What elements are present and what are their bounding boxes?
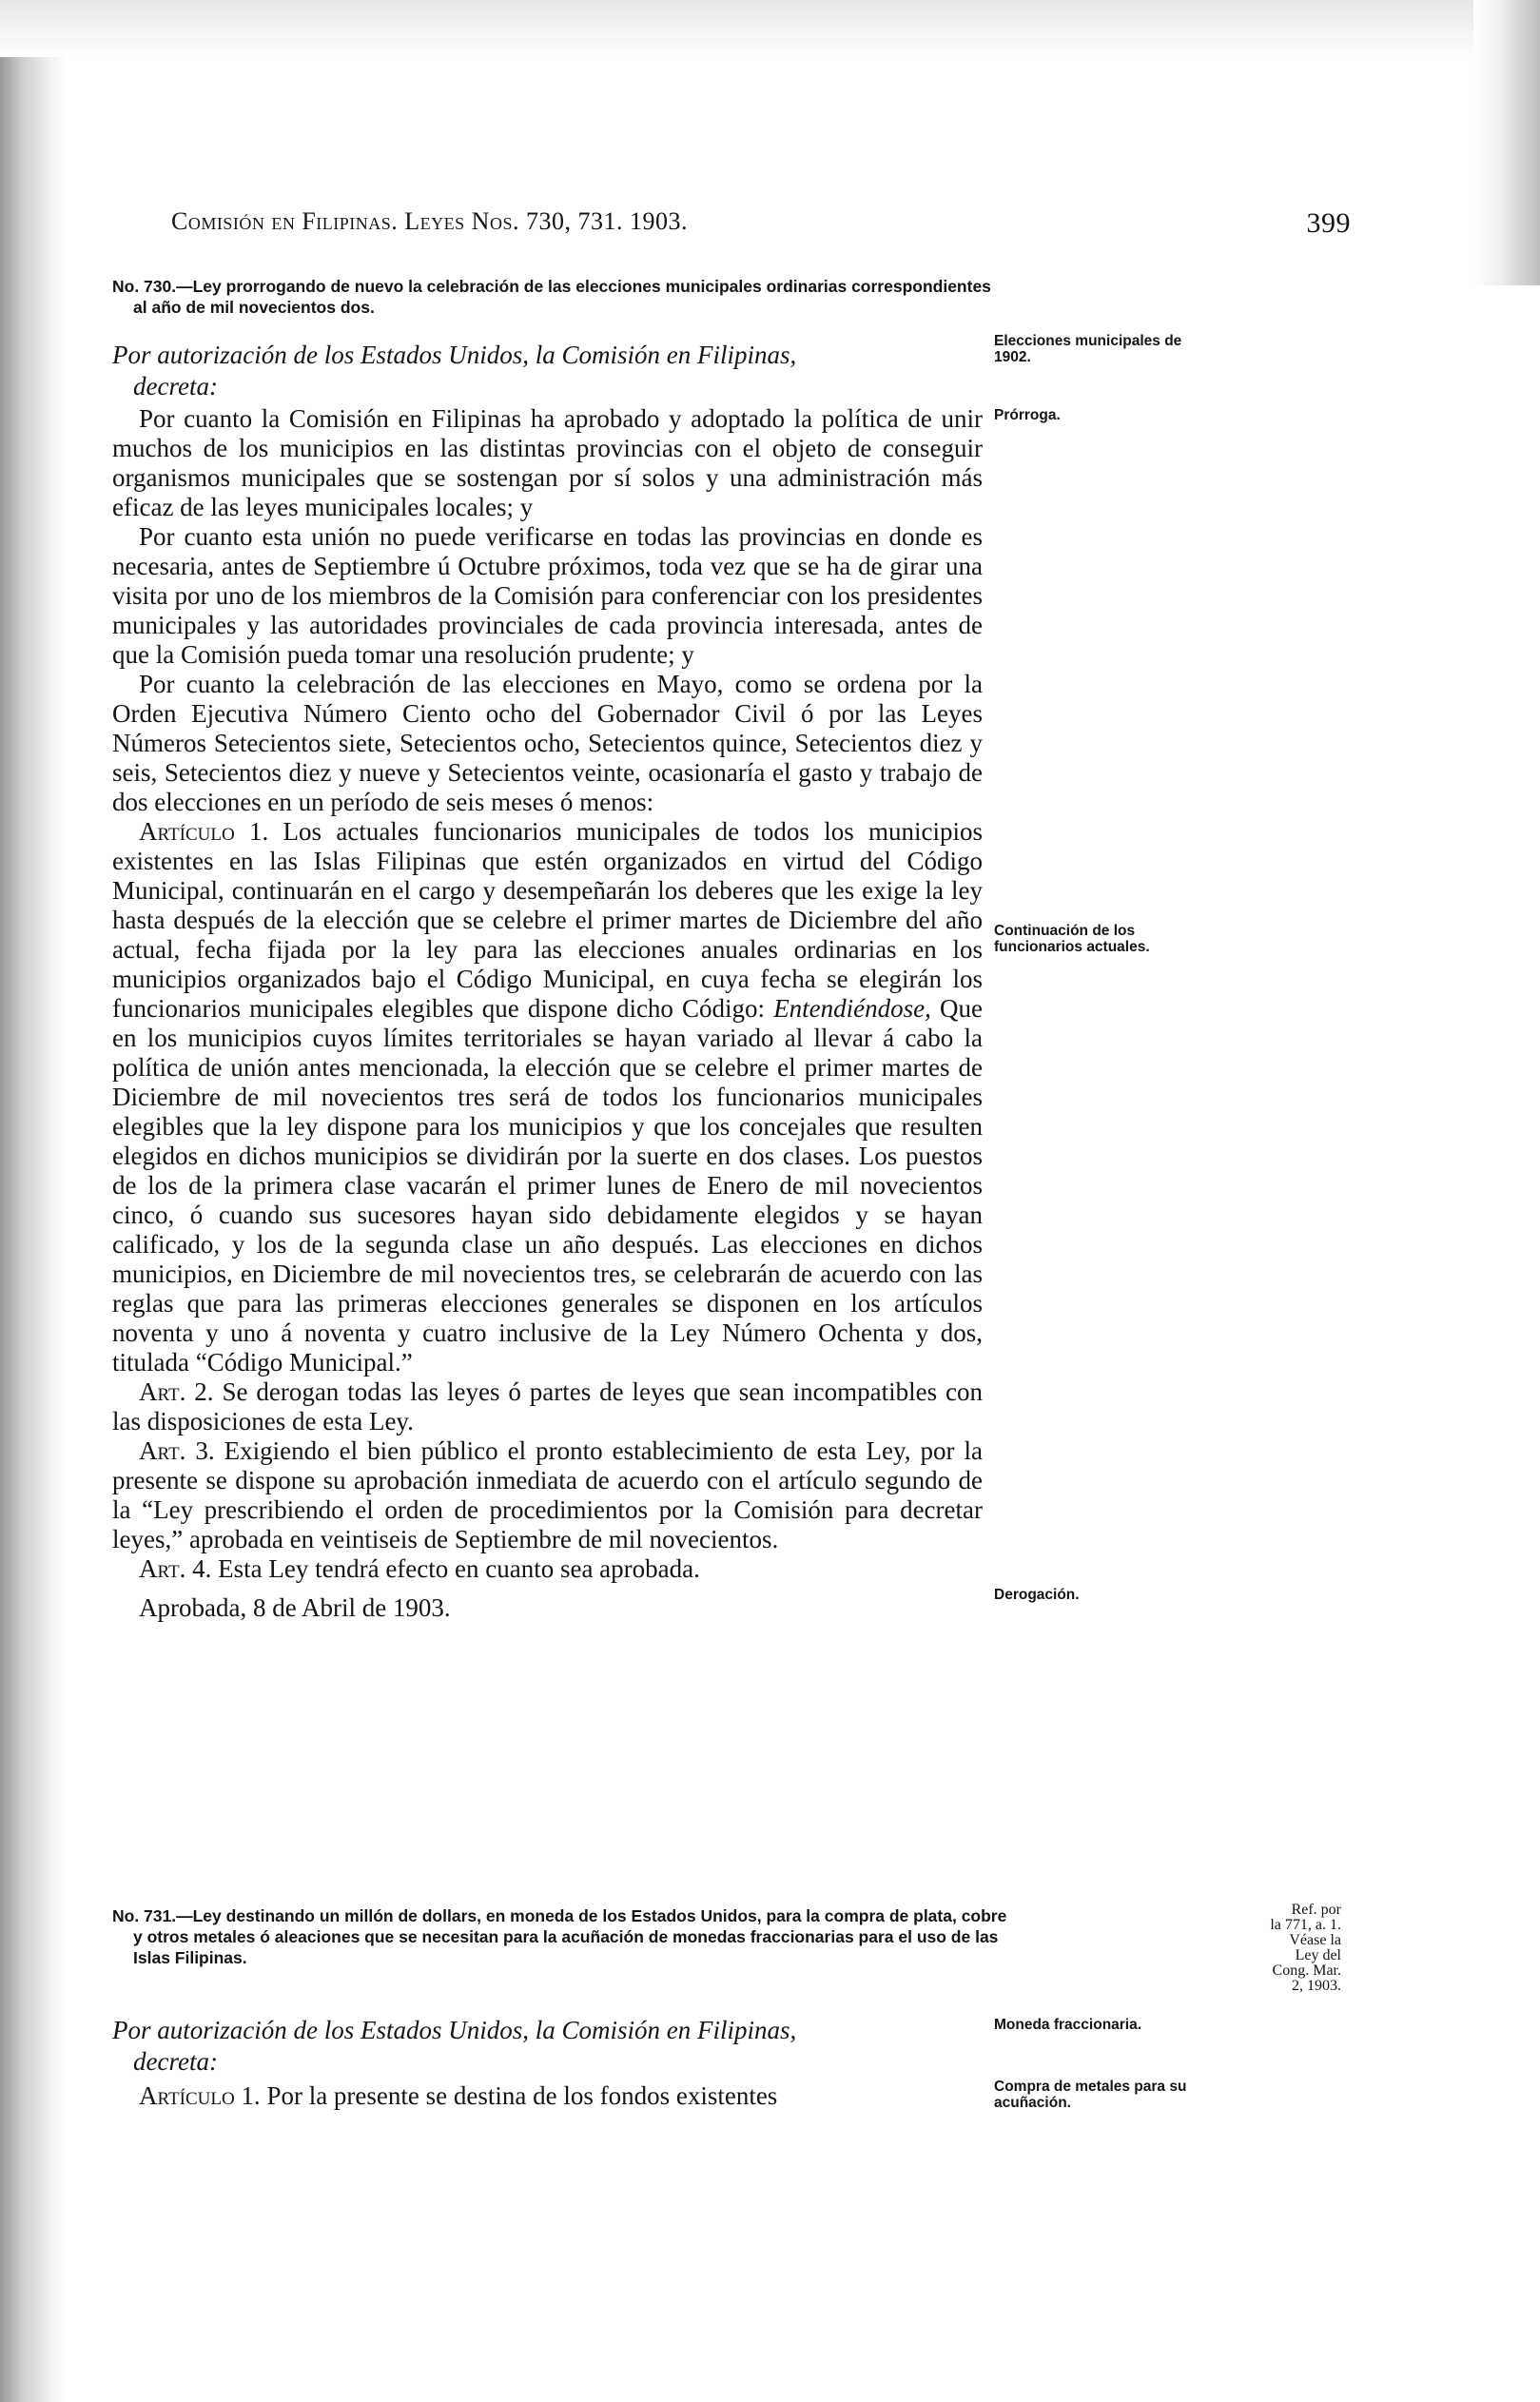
running-head-title: Comisión en Filipinas. Leyes Nos. 730, 731. 1903. [171,207,688,235]
article-1-text: Por la presente se destina de los fondos existentes [266,2081,778,2110]
margin-note-reference [1213,1903,1341,1994]
margin-note-moneda: Moneda fraccionaria. [994,2017,1142,2033]
article-3 [112,1436,983,1554]
page-number: 399 [1306,207,1351,239]
running-head [171,207,1351,239]
scan-shadow-left [0,0,67,2402]
decreta-text: decreta: [133,372,218,400]
whereas-paragraph-1: Por cuanto la Comisión en Filipinas ha aprobado y adoptado la política de unir muchos de los municipios en las distintas provincias con el objeto de conseguir organismos municipales que se sostengan por sí solos y una administración más eficaz de las leyes municipales locales; y [112,404,983,521]
scan-shadow-right [1473,0,1540,285]
act-731-heading: No. 731.—Ley destinando un millón de dollars, en moneda de los Estados Unidos, para la compra de plata, cobre y otros metales ó aleaciones que se necesitan para la acuñación de monedas fraccionarias para el uso de las Islas Filipinas. [112,1906,1007,1967]
ref-line: la 771, a. 1. [1270,1917,1341,1933]
article-2-text: Se derogan todas las leyes ó partes de leyes que sean incompatibles con las disposiciones de esta Ley. [112,1377,984,1435]
margin-note-derogacion: Derogación. [994,1587,1080,1603]
article-3-text: Exigiendo el bien público el pronto establecimiento de esta Ley, por la presente se dispone su aprobación inmediata de acuerdo con el artículo segundo de la “Ley prescribiendo el orden de procedimientos por la Comisión para decretar leyes,” aprobada en veintiseis de Septiembre de mil novecientos. [112,1436,984,1553]
ref-line: Véase la [1289,1932,1341,1948]
article-1-text-b: Que en los municipios cuyos límites territoriales se hayan variado al llevar á cabo la política de unión antes mencionada, la elección que se celebre el primer martes de Diciembre de mil novecientos tres será de todos los funcionarios municipales elegibles que la ley dispone para los municipios y que los concejales que resulten elegidos en dichos municipios se dividirán por la suerte en dos clases. Los puestos de los de la primera clase vacarán el primer lunes de Enero de mil novecientos cinco, ó cuando sus sucesores hayan sido debidamente elegidos y se hayan calificado, y los de la segunda clase un año después. Las elecciones en dichos municipios, en Diciembre de mil novecientos tres, se celebrarán de acuerdo con las reglas que para las primeras elecciones generales se disponen en los artículos noventa y uno á noventa y cuatro inclusive de la Ley Número Ochenta y dos, titulada “Código Municipal.” [112,994,984,1377]
decreta-text: decreta: [133,2047,218,2076]
ref-line: Ref. por [1291,1902,1341,1918]
scan-shadow-top [0,0,1540,57]
act-730-heading: No. 730.—Ley prorrogando de nuevo la celebración de las elecciones municipales ordinarias correspondientes al año de mil novecientos dos. [112,277,991,317]
ref-line: Cong. Mar. [1272,1963,1341,1979]
article-1-text-a: Los actuales funcionarios municipales de todos los municipios existentes en las Islas Filipinas que estén organizados en virtud del Código Municipal, continuarán en el cargo y desempeñarán los deberes que les exige la ley hasta después de la elección que se celebre el primer martes de Diciembre del año actual, fecha fijada por la ley para las elecciones anuales ordinarias en los municipios organizados bajo el Código Municipal, en cuya fecha se elegirán los funcionarios municipales elegibles que dispone dicho Código: [112,817,984,1023]
whereas-paragraph-2: Por cuanto esta unión no puede verificarse en todas las provincias en donde es necesaria, antes de Septiembre ú Octubre próximos, toda vez que se ha de girar una visita por uno de los miembros de la Comisión para conferenciar con los presidentes municipales y las autoridades provinciales de cada provincia interesada, antes de que la Comisión pueda tomar una resolución prudente; y [112,522,983,669]
authority-text: Por autorización de los Estados Unidos, la Comisión en Filipinas, [112,341,797,369]
article-4-label: Art. 4. [139,1554,212,1583]
margin-note-elecciones: Elecciones municipales de 1902. [994,333,1182,365]
act-731-body [112,2081,983,2111]
margin-note-compra: Compra de metales para su acuñación. [994,2079,1187,2111]
margin-note-continuacion: Continuación de los funcionarios actuales. [994,923,1150,955]
article-2-label: Art. 2. [139,1377,214,1406]
whereas-paragraph-3: Por cuanto la celebración de las elecciones en Mayo, como se ordena por la Orden Ejecutiva Número Ciento ocho del Gobernador Civil ó por las Leyes Números Setecientos siete, Setecientos ocho, Setecientos quince, Setecientos diez y seis, Setecientos diez y nueve y Setecientos veinte, ocasionaría el gasto y trabajo de dos elecciones en un período de seis meses ó menos: [112,670,983,816]
act-730-authority [112,340,983,402]
act-730-body [112,404,983,1623]
article-1-label: Artículo 1. [139,817,269,846]
authority-text: Por autorización de los Estados Unidos, la Comisión en Filipinas, [112,2016,797,2044]
approved-date: Aprobada, 8 de Abril de 1903. [139,1593,451,1622]
margin-note-prorroga: Prórroga. [994,407,1061,423]
article-3-label: Art. 3. [139,1436,215,1465]
article-1-proviso: Entendiéndose, [773,994,931,1023]
ref-line: 2, 1903. [1292,1978,1341,1994]
article-1 [112,817,983,1377]
article-2 [112,1377,983,1436]
ref-line: Ley del [1295,1947,1341,1963]
act-731-authority [112,2015,983,2078]
article-4-text: Esta Ley tendrá efecto en cuanto sea aprobada. [218,1554,700,1583]
article-1 [112,2081,983,2111]
article-4 [112,1554,983,1584]
article-1-label: Artículo 1. [139,2081,261,2110]
